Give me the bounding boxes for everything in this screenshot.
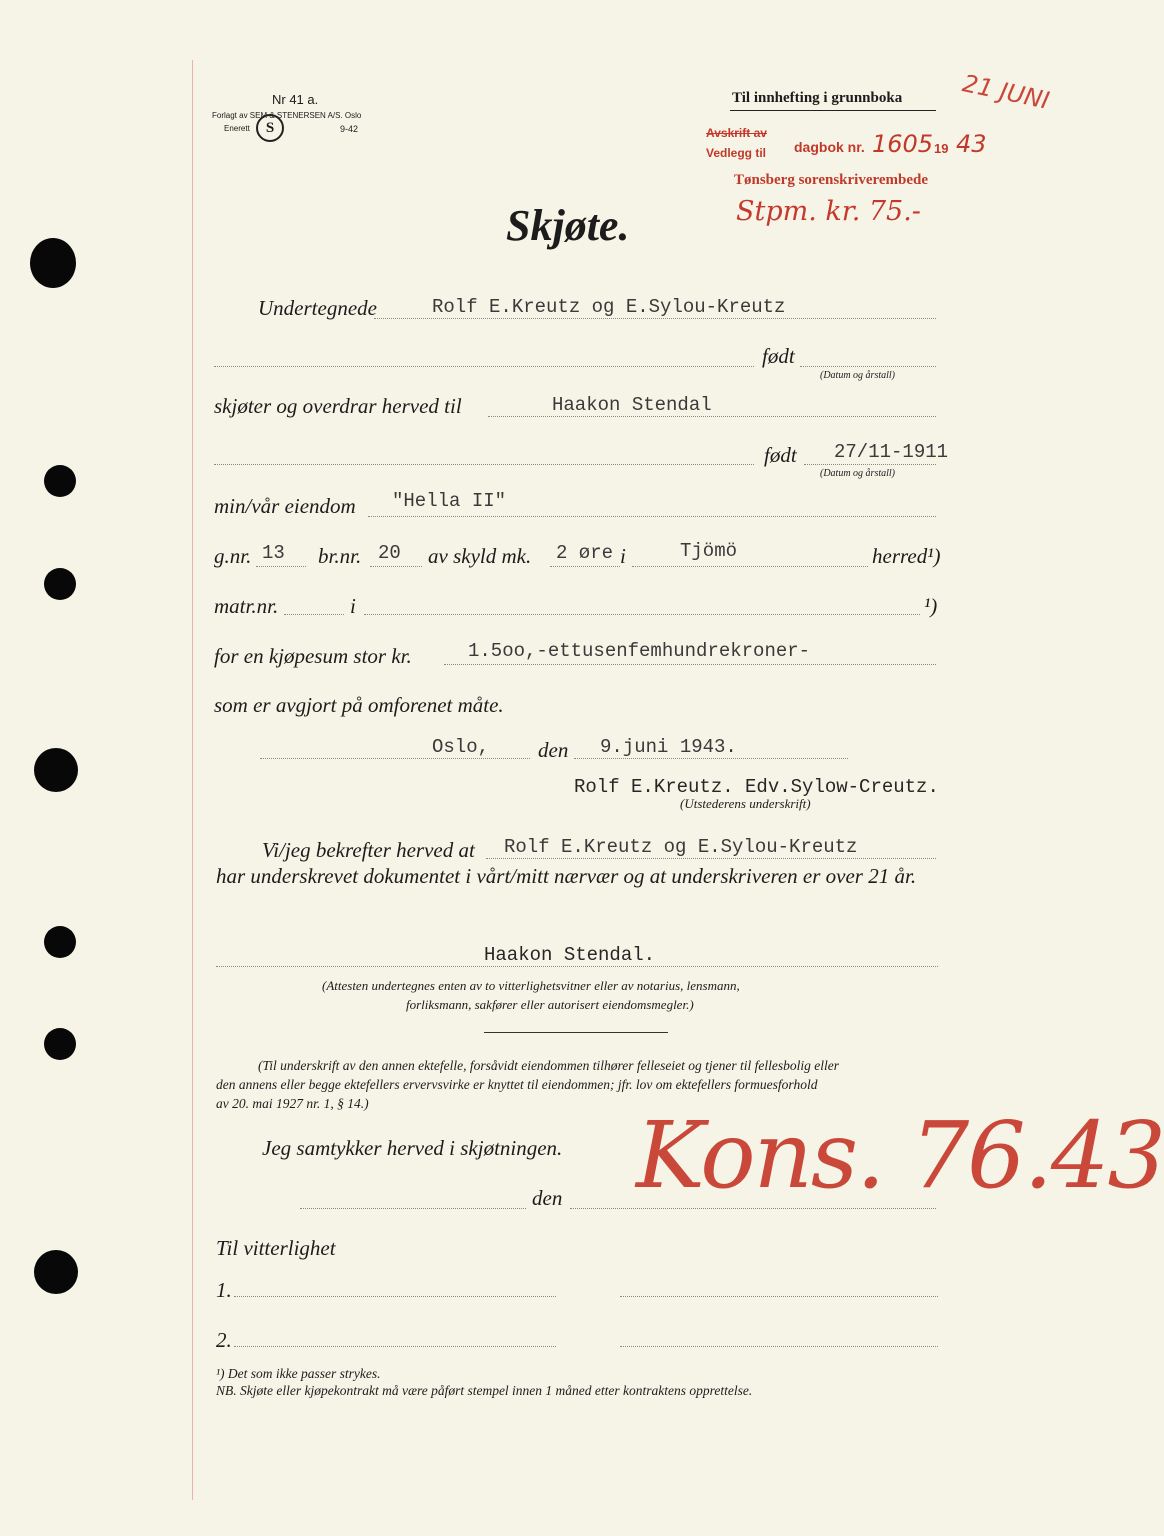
den2-label: den: [532, 1186, 563, 1210]
spouse-note-1: (Til underskrift av den annen ektefelle, forsåvidt eiendommen tilhører felleseiet og tjener til fellesbolig eller: [258, 1058, 839, 1073]
form-number: Nr 41 a.: [272, 92, 319, 107]
fodt2-value: 27/11-1911: [834, 441, 949, 463]
herred-value: Tjömö: [680, 540, 738, 562]
separator-line: [484, 1032, 668, 1033]
overdrar-label: skjøter og overdrar herved til: [214, 394, 462, 418]
gnr-label: g.nr.: [214, 544, 252, 568]
binder-hole: [44, 1028, 76, 1060]
witness-name-line: [216, 966, 938, 967]
filing-note-underline: [730, 110, 936, 111]
document-title: Skjøte.: [506, 201, 630, 250]
matr-i: i: [350, 594, 356, 618]
matr-note: ¹): [924, 594, 938, 618]
attest-note-1: (Attesten undertegnes enten av to vitterlighetsvitner eller av notarius, lensmann,: [322, 978, 740, 993]
handwritten-date: 21 JUNI: [960, 69, 1052, 115]
witness-2-line-b: [620, 1346, 938, 1347]
witness-1-line-b: [620, 1296, 938, 1297]
datum-label: (Datum og årstall): [820, 370, 895, 381]
matr-label: matr.nr.: [214, 594, 279, 618]
matr-line-1: [284, 614, 344, 615]
issuer-signatures: Rolf E.Kreutz. Edv.Sylow-Creutz.: [574, 776, 939, 798]
witness-2-label: 2.: [216, 1328, 232, 1352]
gnr-line: [256, 566, 306, 567]
footnote-2: NB. Skjøte eller kjøpekontrakt må være påført stempel innen 1 måned etter kontraktens opprettelse.: [216, 1383, 753, 1398]
witness-1-label: 1.: [216, 1278, 232, 1302]
undertegnede-line: [374, 318, 936, 319]
witness-2-line-a: [234, 1346, 556, 1347]
margin-rule: [192, 60, 193, 1500]
brnr-line: [370, 566, 422, 567]
spouse-note-2: den annens eller begge ektefellers ervervsvirke er knyttet til eiendommen; jfr. lov om ektefellers formuesforhold: [216, 1077, 818, 1092]
undertegnede-label: Undertegnede: [258, 296, 377, 320]
samtykker-text: Jeg samtykker herved i skjøtningen.: [262, 1136, 563, 1160]
date-line: [574, 758, 848, 759]
stamp-year-prefix: 19: [934, 141, 949, 156]
skyld-line: [550, 566, 620, 567]
stamp-line1a: Avskrift av: [706, 126, 767, 140]
stamp-line2: Tønsberg sorenskriverembede: [734, 172, 929, 188]
form-publisher: Forlagt av SEM & STENERSEN A/S. Oslo: [212, 111, 362, 120]
fodt-label: født: [762, 344, 795, 368]
brnr-label: br.nr.: [318, 544, 362, 568]
spouse-note-3: av 20. mai 1927 nr. 1, § 14.): [216, 1096, 369, 1111]
binder-hole: [44, 568, 76, 600]
bekrefter-line: [486, 858, 936, 859]
date-value: 9.juni 1943.: [600, 736, 737, 758]
handwritten-note: Kons. 76.43: [636, 1102, 1164, 1209]
attest-note-2: forliksmann, sakfører eller autorisert eiendomsmegler.): [406, 997, 694, 1012]
fodt-line-left: [214, 366, 754, 367]
fodt-line-right: [800, 366, 936, 367]
place-value: Oslo,: [432, 736, 490, 758]
overdrar-line: [488, 416, 936, 417]
kjopesum-value: 1.5oo,-ettusenfemhundrekroner-: [468, 640, 811, 662]
gnr-value: 13: [262, 542, 285, 564]
fodt2-line-left: [214, 464, 754, 465]
stamp-year: 43: [956, 130, 987, 158]
fodt2-label: født: [764, 443, 797, 467]
matr-line-2: [364, 614, 920, 615]
herred-label: herred¹): [872, 544, 941, 568]
form-date-code: 9-42: [340, 124, 359, 134]
den-label: den: [538, 738, 569, 762]
bekrefter-label: Vi/jeg bekrefter herved at: [262, 838, 475, 862]
fodt2-line-right: [804, 464, 936, 465]
stamp-dagbok-number: 1605: [872, 130, 934, 158]
binder-hole: [34, 748, 78, 792]
avgjort-text: som er avgjort på omforenet måte.: [214, 693, 504, 717]
eiendom-label: min/vår eiendom: [214, 494, 356, 518]
kjopesum-line: [444, 664, 936, 665]
skyld-value: 2 øre: [556, 542, 614, 564]
bekrefter-line2: har underskrevet dokumentet i vårt/mitt nærvær og at underskriveren er over 21 år.: [216, 864, 917, 888]
undertegnede-value: Rolf E.Kreutz og E.Sylou-Kreutz: [432, 296, 786, 318]
overdrar-value: Haakon Stendal: [552, 394, 712, 416]
eiendom-line: [368, 516, 936, 517]
eiendom-value: "Hella II": [392, 490, 507, 512]
filing-note: Til innhefting i grunnboka: [732, 90, 903, 106]
publisher-logo: S: [256, 114, 284, 142]
samtykker-place-line: [300, 1208, 526, 1209]
stamp-line1c: dagbok nr.: [794, 139, 865, 155]
binder-hole: [44, 465, 76, 497]
vitterlighet-label: Til vitterlighet: [216, 1236, 336, 1260]
binder-hole: [30, 238, 76, 288]
datum2-label: (Datum og årstall): [820, 468, 895, 479]
bekrefter-value: Rolf E.Kreutz og E.Sylou-Kreutz: [504, 836, 858, 858]
skyld-label: av skyld mk.: [428, 544, 532, 568]
witness-1-line-a: [234, 1296, 556, 1297]
i-label: i: [620, 544, 626, 568]
binder-hole: [34, 1250, 78, 1294]
herred-line: [632, 566, 868, 567]
kjopesum-label: for en kjøpesum stor kr.: [214, 644, 412, 668]
form-copyright: Enerett: [224, 124, 250, 133]
stamp-line1b: Vedlegg til: [706, 146, 767, 160]
witness-name: Haakon Stendal.: [484, 944, 656, 966]
signature-caption: (Utstederens underskrift): [680, 796, 811, 811]
brnr-value: 20: [378, 542, 401, 564]
binder-hole: [44, 926, 76, 958]
footnote-1: ¹) Det som ikke passer strykes.: [216, 1366, 381, 1381]
handwritten-fee: Stpm. kr. 75.-: [736, 196, 921, 227]
place-line: [260, 758, 530, 759]
